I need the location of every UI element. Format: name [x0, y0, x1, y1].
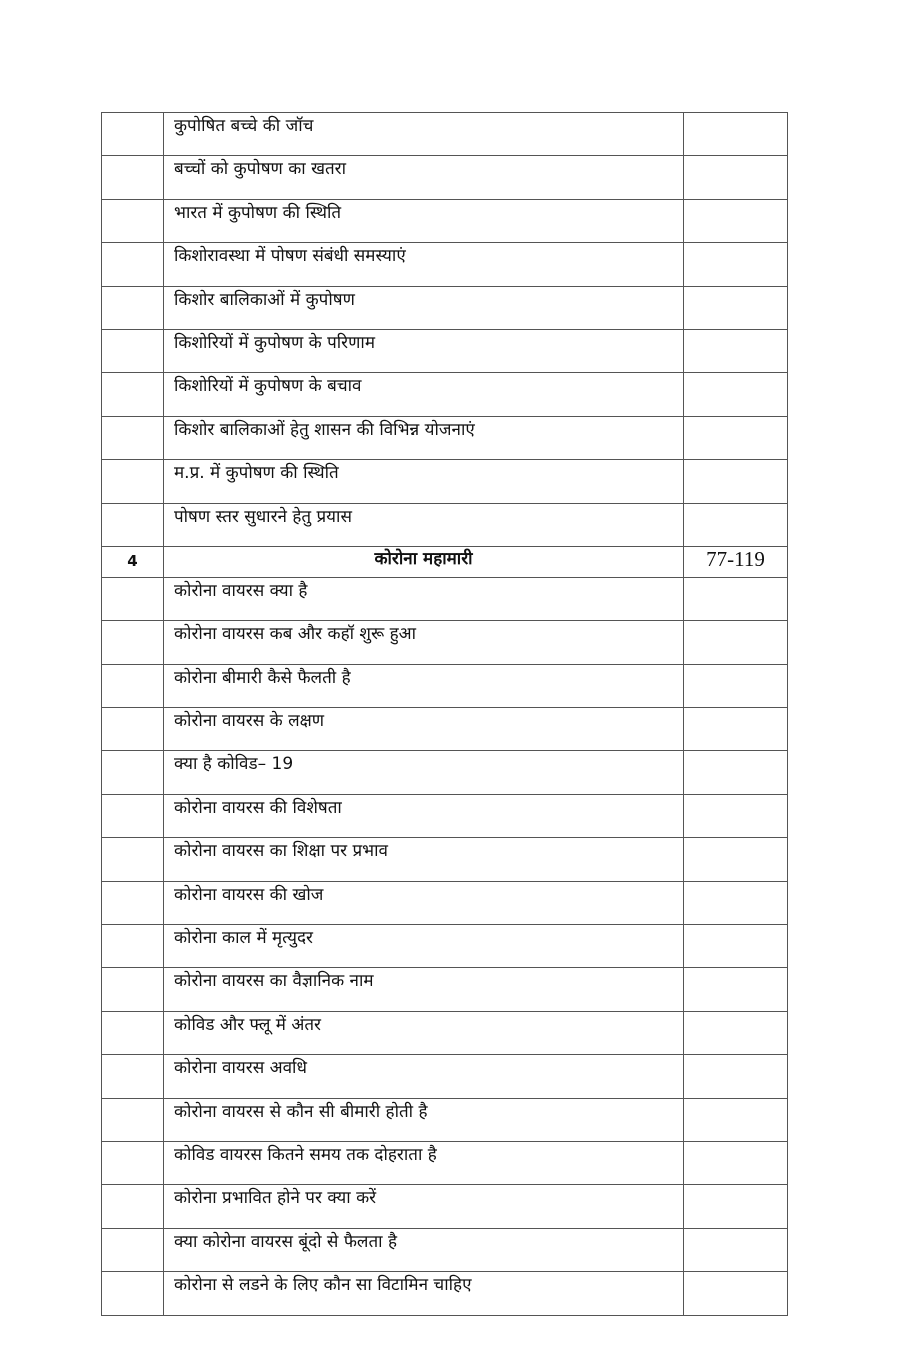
- table-row: [102, 460, 788, 503]
- table-row: [102, 925, 788, 968]
- topic-title: किशोर बालिकाओं हेतु शासन की विभिन्न योजनाएं: [164, 416, 684, 459]
- number-cell: [102, 286, 164, 329]
- number-cell: [102, 243, 164, 286]
- page-cell: [684, 1055, 788, 1098]
- number-cell: [102, 708, 164, 751]
- page-cell: [684, 968, 788, 1011]
- topic-title: भारत में कुपोषण की स्थिति: [164, 199, 684, 242]
- table-row: [102, 664, 788, 707]
- table-row: [102, 243, 788, 286]
- number-cell: [102, 1055, 164, 1098]
- topic-title: कोरोना वायरस का शिक्षा पर प्रभाव: [164, 838, 684, 881]
- table-row: [102, 1098, 788, 1141]
- table-row: [102, 113, 788, 156]
- table-row: [102, 794, 788, 837]
- topic-title: कोरोना से लडने के लिए कौन सा विटामिन चाहिए: [164, 1272, 684, 1315]
- number-cell: [102, 156, 164, 199]
- table-row: [102, 1141, 788, 1184]
- topic-title: पोषण स्तर सुधारने हेतु प्रयास: [164, 503, 684, 546]
- number-cell: [102, 460, 164, 503]
- number-cell: [102, 416, 164, 459]
- page-cell: [684, 925, 788, 968]
- table-of-contents: [101, 112, 788, 1316]
- toc-body: [102, 113, 788, 1316]
- table-row: [102, 838, 788, 881]
- table-row: [102, 881, 788, 924]
- topic-title: कोरोना वायरस कब और कहॉ शुरू हुआ: [164, 621, 684, 664]
- number-cell: [102, 1185, 164, 1228]
- table-row: [102, 416, 788, 459]
- topic-title: कोरोना काल में मृत्युदर: [164, 925, 684, 968]
- page-cell: [684, 460, 788, 503]
- topic-title: म.प्र. में कुपोषण की स्थिति: [164, 460, 684, 503]
- table-row: [102, 286, 788, 329]
- table-row: [102, 199, 788, 242]
- page-cell: [684, 503, 788, 546]
- table-row: [102, 503, 788, 546]
- table-row: [102, 577, 788, 620]
- page-cell: [684, 113, 788, 156]
- number-cell: [102, 1141, 164, 1184]
- page-cell: [684, 838, 788, 881]
- number-cell: [102, 577, 164, 620]
- table-row: [102, 968, 788, 1011]
- topic-title: कोविड वायरस कितने समय तक दोहराता है: [164, 1141, 684, 1184]
- page-cell: [684, 286, 788, 329]
- number-cell: [102, 503, 164, 546]
- topic-title: क्या है कोविड– 19: [164, 751, 684, 794]
- page-cell: [684, 621, 788, 664]
- chapter-number: 4: [102, 546, 164, 577]
- page-cell: [684, 708, 788, 751]
- table-row: [102, 1185, 788, 1228]
- page-cell: [684, 664, 788, 707]
- number-cell: [102, 794, 164, 837]
- topic-title: कोरोना बीमारी कैसे फैलती है: [164, 664, 684, 707]
- page-cell: [684, 1098, 788, 1141]
- topic-title: कोरोना वायरस की विशेषता: [164, 794, 684, 837]
- page-cell: [684, 1011, 788, 1054]
- number-cell: [102, 621, 164, 664]
- topic-title: कुपोषित बच्चे की जॉच: [164, 113, 684, 156]
- number-cell: [102, 925, 164, 968]
- topic-title: कोरोना वायरस अवधि: [164, 1055, 684, 1098]
- number-cell: [102, 838, 164, 881]
- number-cell: [102, 199, 164, 242]
- page-cell: [684, 156, 788, 199]
- page-cell: [684, 1228, 788, 1271]
- number-cell: [102, 1228, 164, 1271]
- topic-title: कोरोना वायरस का वैज्ञानिक नाम: [164, 968, 684, 1011]
- page-cell: [684, 577, 788, 620]
- number-cell: [102, 968, 164, 1011]
- page-cell: [684, 416, 788, 459]
- topic-title: कोरोना वायरस की खोज: [164, 881, 684, 924]
- number-cell: [102, 1272, 164, 1315]
- topic-title: बच्चों को कुपोषण का खतरा: [164, 156, 684, 199]
- page-cell: [684, 243, 788, 286]
- table-row: [102, 708, 788, 751]
- topic-title: कोरोना वायरस क्या है: [164, 577, 684, 620]
- topic-title: किशोरियों में कुपोषण के परिणाम: [164, 329, 684, 372]
- page-cell: [684, 329, 788, 372]
- page-cell: [684, 751, 788, 794]
- number-cell: [102, 1011, 164, 1054]
- number-cell: [102, 1098, 164, 1141]
- chapter-row: [102, 546, 788, 577]
- topic-title: किशोरावस्था में पोषण संबंधी समस्याएं: [164, 243, 684, 286]
- page-cell: [684, 1141, 788, 1184]
- number-cell: [102, 373, 164, 416]
- table-row: [102, 373, 788, 416]
- page-cell: [684, 373, 788, 416]
- number-cell: [102, 664, 164, 707]
- table-row: [102, 1055, 788, 1098]
- table-row: [102, 329, 788, 372]
- table-row: [102, 156, 788, 199]
- topic-title: किशोरियों में कुपोषण के बचाव: [164, 373, 684, 416]
- number-cell: [102, 329, 164, 372]
- page-cell: [684, 1185, 788, 1228]
- chapter-pages: 77-119: [684, 546, 788, 577]
- topic-title: किशोर बालिकाओं में कुपोषण: [164, 286, 684, 329]
- page-cell: [684, 881, 788, 924]
- table-row: [102, 621, 788, 664]
- topic-title: कोविड और फ्लू में अंतर: [164, 1011, 684, 1054]
- table-row: [102, 1011, 788, 1054]
- page-cell: [684, 794, 788, 837]
- table-row: [102, 1228, 788, 1271]
- topic-title: क्या कोरोना वायरस बूंदो से फैलता है: [164, 1228, 684, 1271]
- number-cell: [102, 881, 164, 924]
- topic-title: कोरोना वायरस से कौन सी बीमारी होती है: [164, 1098, 684, 1141]
- table-row: [102, 1272, 788, 1315]
- page-cell: [684, 1272, 788, 1315]
- topic-title: कोरोना वायरस के लक्षण: [164, 708, 684, 751]
- page-cell: [684, 199, 788, 242]
- number-cell: [102, 113, 164, 156]
- table-row: [102, 751, 788, 794]
- topic-title: कोरोना प्रभावित होने पर क्या करें: [164, 1185, 684, 1228]
- number-cell: [102, 751, 164, 794]
- chapter-title: कोरोना महामारी: [164, 546, 684, 577]
